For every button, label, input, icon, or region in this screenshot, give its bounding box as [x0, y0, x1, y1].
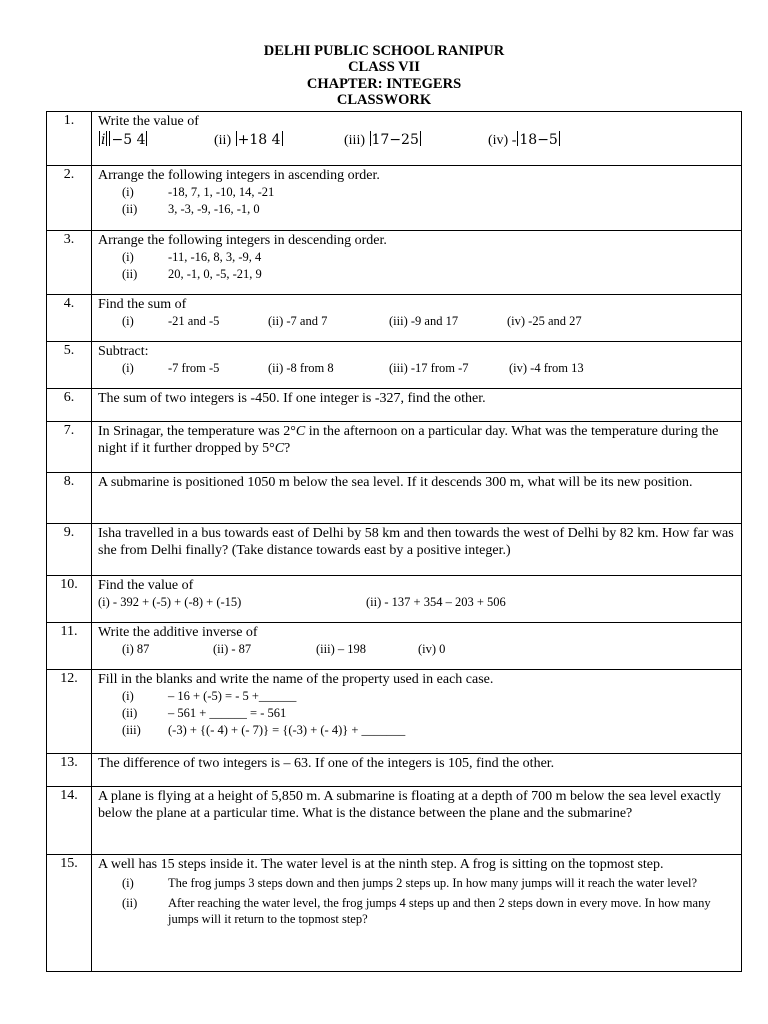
- abs-value-row: [98, 130, 735, 152]
- question-body: [92, 623, 742, 670]
- options-row: [98, 313, 735, 331]
- question-number: 13.: [47, 754, 92, 787]
- classwork-label: CLASSWORK: [336, 92, 432, 109]
- sub-item-label: (i): [122, 876, 134, 890]
- question-row-5: [47, 342, 742, 389]
- question-body: [92, 422, 742, 473]
- sub-item: [98, 266, 735, 283]
- question-number: 11.: [47, 623, 92, 670]
- question-number: 2.: [47, 166, 92, 231]
- options-row: [98, 641, 735, 659]
- sub-item-value: After reaching the water level, the frog jumps 4 steps up and then 2 steps down in every move. In how many jumps will it return to the topmost step?: [168, 896, 711, 926]
- abs-item-iii: [344, 130, 422, 151]
- sub-item: [98, 875, 735, 891]
- abs-bar: [282, 131, 283, 146]
- option-value: -21 and -5: [168, 314, 220, 328]
- abs-bar: [559, 131, 560, 146]
- question-row-13: [47, 754, 742, 787]
- question-row-3: [47, 231, 742, 295]
- sub-item-value: -11, -16, 8, 3, -9, 4: [168, 250, 262, 264]
- option-i: (i) - 392 + (-5) + (-8) + (-15): [98, 595, 242, 609]
- abs-bar: [146, 131, 147, 146]
- question-text: Find the value of: [98, 578, 194, 593]
- sub-item: [98, 201, 735, 218]
- sub-item-value: The frog jumps 3 steps down and then jumps 2 steps up. In how many jumps will it reach the water level?: [168, 876, 698, 890]
- option-value: -7 from -5: [168, 361, 220, 375]
- question-text: Write the value of: [98, 114, 199, 129]
- abs-item-value: −5 4: [111, 132, 146, 148]
- question-row-2: [47, 166, 742, 231]
- sub-item-label: (iii): [122, 723, 141, 737]
- question-body: [92, 524, 742, 576]
- option-ii: (ii) -8 from 8: [268, 361, 334, 375]
- question-row-7: [47, 422, 742, 473]
- chapter-label: CHAPTER: INTEGERS: [306, 75, 462, 92]
- abs-item-value: 18−5: [519, 132, 558, 148]
- sub-item: [98, 705, 735, 722]
- question-row-1: [47, 112, 742, 166]
- sub-item-value: 3, -3, -9, -16, -1, 0: [168, 202, 260, 216]
- question-body: [92, 389, 742, 422]
- question-text: A submarine is positioned 1050 m below the sea level. If it descends 300 m, what will be its new position.: [98, 475, 693, 490]
- question-body: [92, 231, 742, 295]
- abs-bar: [236, 131, 237, 146]
- sub-item-value: -18, 7, 1, -10, 14, -21: [168, 185, 275, 199]
- question-body: [92, 754, 742, 787]
- question-text: A well has 15 steps inside it. The water level is at the ninth step. A frog is sitting on the topmost step.: [98, 857, 664, 872]
- sub-item: [98, 688, 735, 705]
- unit-symbol: C: [295, 424, 306, 439]
- question-row-11: [47, 623, 742, 670]
- sub-item-label: (ii): [122, 202, 138, 216]
- sub-item-label: (i): [122, 185, 134, 199]
- abs-item-label: i: [101, 132, 106, 148]
- option-iv: (iv) -25 and 27: [507, 314, 582, 328]
- question-text: Fill in the blanks and write the name of the property used in each case.: [98, 672, 494, 687]
- question-text: Arrange the following integers in descending order.: [98, 233, 387, 248]
- sub-item-label: (i): [122, 250, 134, 264]
- option-label: (i): [122, 361, 134, 375]
- question-row-8: [47, 473, 742, 524]
- option-iv: (iv) 0: [418, 642, 446, 656]
- abs-bar: [370, 131, 371, 146]
- abs-item-label: (iii): [344, 133, 365, 148]
- abs-item-value: 17−25: [371, 132, 419, 148]
- option-iii: (iii) -17 from -7: [389, 361, 469, 375]
- question-text: The difference of two integers is – 63. If one of the integers is 105, find the other.: [98, 756, 555, 771]
- question-text: [98, 423, 735, 457]
- abs-bar: [99, 131, 100, 146]
- abs-item-ii: [214, 130, 284, 151]
- question-number: 14.: [47, 787, 92, 855]
- question-number: 4.: [47, 295, 92, 342]
- question-text: Find the sum of: [98, 297, 187, 312]
- abs-item-i: [98, 130, 148, 151]
- question-body: [92, 855, 742, 972]
- options-row: [98, 594, 735, 612]
- question-number: 15.: [47, 855, 92, 972]
- option-i: (i) 87: [122, 642, 150, 656]
- class-label: CLASS VII: [348, 59, 420, 76]
- sub-item-label: (i): [122, 689, 134, 703]
- question-row-14: [47, 787, 742, 855]
- question-number: 5.: [47, 342, 92, 389]
- unit-symbol: C: [274, 441, 285, 456]
- question-number: 7.: [47, 422, 92, 473]
- option-iii: (iii) -9 and 17: [389, 314, 459, 328]
- question-row-10: [47, 576, 742, 623]
- option-label: (i): [122, 314, 134, 328]
- abs-bar: [106, 131, 107, 146]
- abs-item-label: (iv) -: [488, 133, 517, 148]
- question-text: A plane is flying at a height of 5,850 m. A submarine is floating at a depth of 700 m below the sea level exactly below the plane at a particular time. What is the distance between the plane and the submarine?: [98, 789, 721, 821]
- degree-symbol: °: [290, 424, 296, 439]
- question-body: [92, 576, 742, 623]
- question-body: [92, 166, 742, 231]
- question-body: [92, 112, 742, 166]
- question-number: 12.: [47, 670, 92, 754]
- text-part: in the afternoon on a particular day. What was the temperature during the night if it further dropped by 5: [98, 424, 719, 456]
- sub-item: [98, 249, 735, 266]
- question-body: [92, 787, 742, 855]
- question-row-12: [47, 670, 742, 754]
- sub-item-label: (ii): [122, 706, 138, 720]
- question-number: 3.: [47, 231, 92, 295]
- degree-symbol: °: [269, 441, 275, 456]
- question-body: [92, 670, 742, 754]
- sub-item-value: – 561 + ______ = - 561: [168, 706, 287, 720]
- question-body: [92, 473, 742, 524]
- abs-item-iv: [488, 130, 561, 151]
- school-name: DELHI PUBLIC SCHOOL RANIPUR: [263, 43, 505, 59]
- question-number: 9.: [47, 524, 92, 576]
- question-body: [92, 342, 742, 389]
- question-number: 1.: [47, 112, 92, 166]
- sub-item-value: (-3) + {(- 4) + (- 7)} = {(-3) + (- 4)} + _______: [168, 723, 406, 737]
- question-number: 10.: [47, 576, 92, 623]
- option-ii: (ii) - 137 + 354 – 203 + 506: [366, 595, 506, 609]
- option-iv: (iv) -4 from 13: [509, 361, 584, 375]
- sub-item-label: (ii): [122, 267, 138, 281]
- sub-item: [98, 895, 735, 927]
- question-text: Subtract:: [98, 344, 149, 359]
- question-row-4: [47, 295, 742, 342]
- sub-item: [98, 184, 735, 201]
- question-number: 6.: [47, 389, 92, 422]
- text-part: In Srinagar, the temperature was 2: [98, 424, 291, 439]
- options-row: [98, 360, 735, 378]
- sub-item-value: 20, -1, 0, -5, -21, 9: [168, 267, 262, 281]
- option-iii: (iii) – 198: [316, 642, 366, 656]
- abs-bar: [420, 131, 421, 146]
- questions-table: [46, 111, 742, 972]
- question-text: Arrange the following integers in ascending order.: [98, 168, 380, 183]
- abs-item-value: +18 4: [237, 132, 281, 148]
- question-number: 8.: [47, 473, 92, 524]
- question-text: Isha travelled in a bus towards east of Delhi by 58 km and then towards the west of Delhi by 82 km. How far was she from Delhi finally? (Take distance towards east by a positive integer.): [98, 526, 734, 558]
- sub-item-value: – 16 + (-5) = - 5 +______: [168, 689, 297, 703]
- question-text: The sum of two integers is -450. If one integer is -327, find the other.: [98, 391, 486, 406]
- option-ii: (ii) - 87: [213, 642, 252, 656]
- question-row-15: [47, 855, 742, 972]
- sub-item: [98, 722, 735, 739]
- worksheet-header: [0, 43, 768, 109]
- question-body: [92, 295, 742, 342]
- question-row-9: [47, 524, 742, 576]
- question-text: Write the additive inverse of: [98, 625, 258, 640]
- text-part: ?: [284, 441, 291, 456]
- question-row-6: [47, 389, 742, 422]
- option-ii: (ii) -7 and 7: [268, 314, 328, 328]
- sub-item-label: (ii): [122, 896, 138, 910]
- abs-item-label: (ii): [214, 133, 232, 148]
